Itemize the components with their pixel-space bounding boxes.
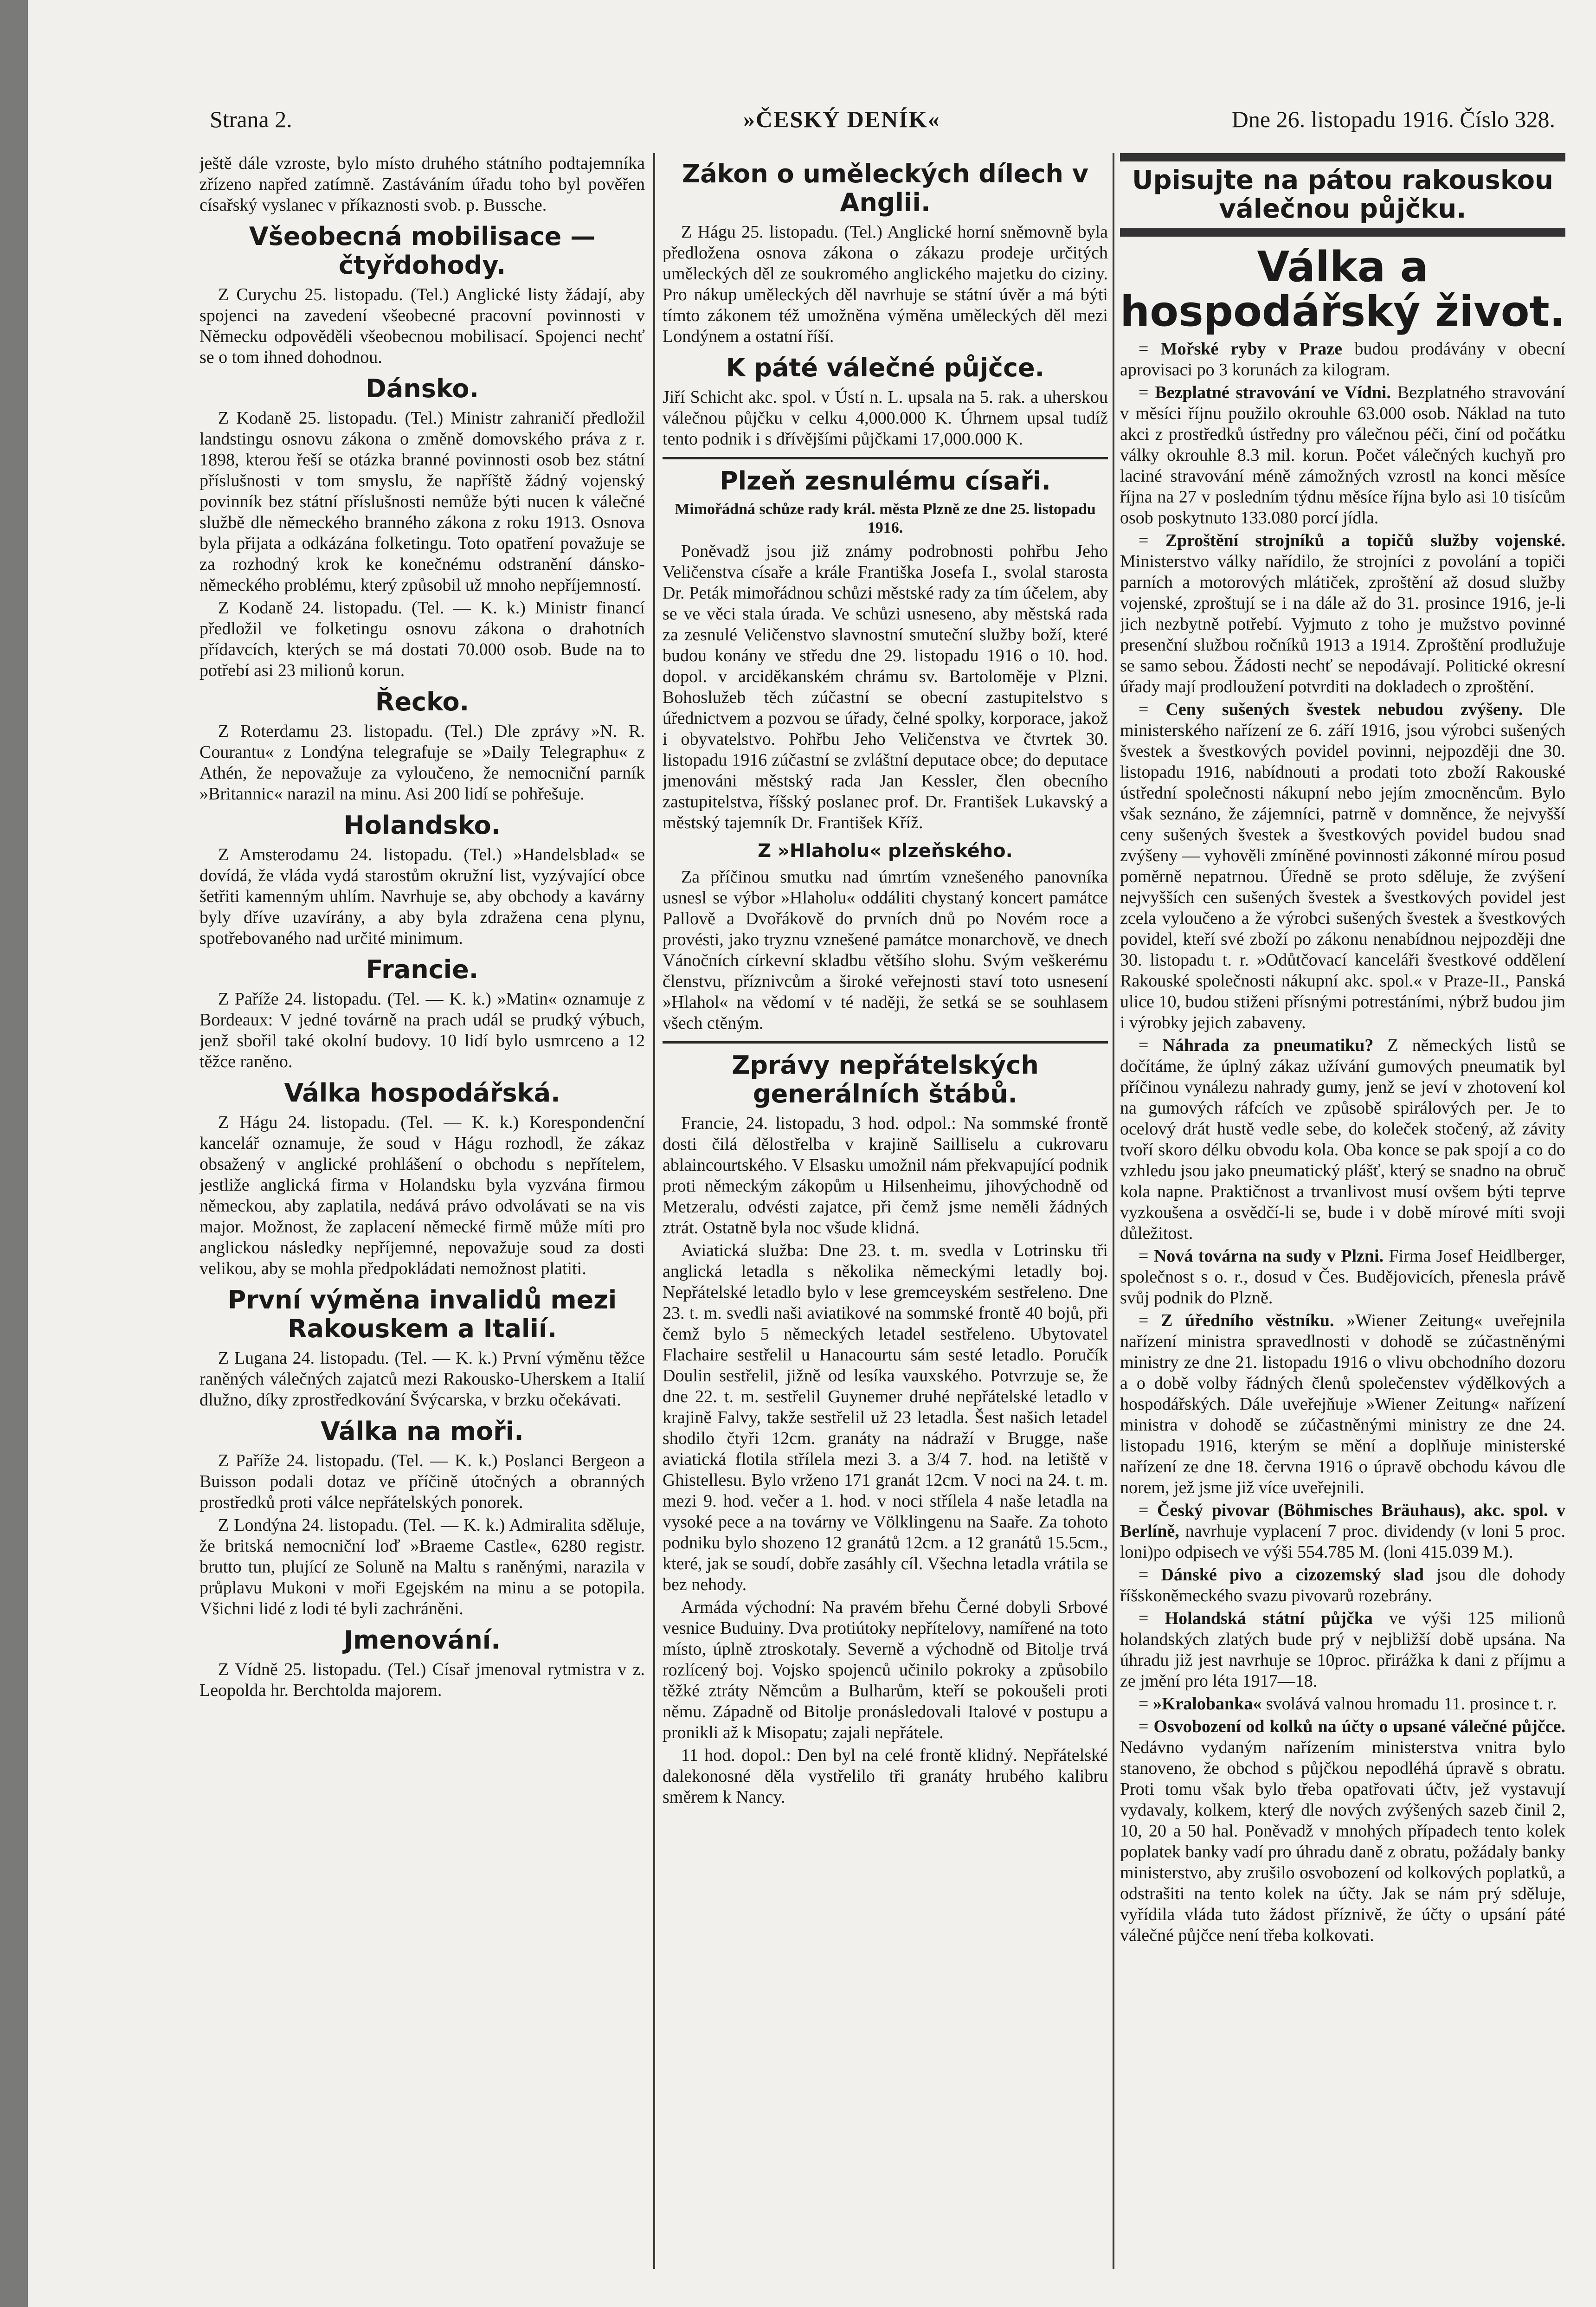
loan-banner bbox=[1120, 153, 1565, 237]
headline: Dánsko. bbox=[366, 374, 479, 403]
column-rule bbox=[653, 153, 655, 2269]
headline: Francie. bbox=[366, 955, 479, 984]
article-text: Za příčinou smutku nad úmrtím vznešeného panovníka usnesl se výbor »Hlaholu« oddáliti chystaný koncert památce Pallově a Dvořákově do prvních dnů po Novém roce a provésti, jako tryznu vznešené památce monarchově, ve dnech Vánočních církevní skladbu většího slohu. Svým veškerému členstvu, příznivcům a široké veřejnosti staví toto usnesení »Hlahol« na vědomí v té naději, že setká se se souhlasem všech ctěným. bbox=[663, 867, 1108, 1033]
news-item: = Nová továrna na sudy v Plzni. Firma Josef Heidlberger, společnost s o. r., dosud v Čes. Budějovicích, přenesla právě svůj podnik do Plzně. bbox=[1120, 1246, 1565, 1308]
article-text: Aviatická služba: Dne 23. t. m. svedla v Lotrinsku tři anglická letadla s několika německými letadly boj. Nepřátelské letadlo bylo v lese gremceyském sestřeleno. Dne 23. t. m. svedli naši aviatikové na sommské frontě 40 bojů, při čemž bylo 5 německých letadel sestřeleno. Ubytovatel Flachaire sestřelil u Hanacourtu sám sesté letadlo. Poručík Doulin sestřelil, jižně od lesíka vauxského. Potvrzuje se, že dne 22. t. m. sestřelil Guynemer druhé nepřátelské letadlo v krajině Falvy, takže sestřelil už 23 letadla. Šest našich letadel shodilo čtyři 12cm. granáty na nádraží v Brugge, naše aviatická flotila střílela mezi 3. a 3/4 7. hod. na letiště v Ghistellesu. Bylo vrženo 171 granát 12cm. V noci na 24. t. m. mezi 9. hod. večer a 1. hod. v noci střílela 4 naše letadla na vysoké pece a na továrny ve Völklingenu na Saaře. Za tohoto podniku bylo shozeno 12 granátů 12cm. a 12 granátů 15.5cm., které, jak se soudí, dobře zasáhly cíl. Všechna letadla vrátila se bez nehody. bbox=[663, 1241, 1108, 1594]
subheadline: Mimořádná schůze rady král. města Plzně ze dne 25. listopadu 1916. bbox=[675, 501, 1096, 536]
headline: Řecko. bbox=[375, 687, 470, 716]
section-headline: Válka a hospodářský život. bbox=[1120, 243, 1565, 336]
headline: Jmenování. bbox=[344, 1625, 501, 1655]
article-text: Armáda východní: Na pravém břehu Černé dobyli Srbové vesnice Buduiny. Dva protiútoky nepřítelovy, namířené na toto místo, úplně ztroskotaly. Severně a východně od Bitolje trvá rozlícený boj. Vojsko spojenců učinilo pokroky a způsobilo těžké ztráty Němcům a Bulharům, kteří se pokoušeli proti němu. Západně od Bitolje pronásledovali Italové v postupu a pronikli až k Misopatu; zajali nepřátele. bbox=[663, 1598, 1108, 1742]
news-item: = Osvobození od kolků na účty o upsané válečné půjčce. Nedávno vydaným nařízením ministerstva vnitra bylo stanoveno, že obchod s půjčkou nepodléhá úpravě s obratu. Proti tomu však bylo třeba opatřovati účtv, jež vystavují vydavaly, kolkem, který dle nových zvýšených sazeb činil 2, 10, 20 a 50 hal. Poněvadž v mnohých případech tento kolek poplatek banky vadí pro úhradu daně z obratu, požádaly banky ministerstvo, aby zrušilo osvobození od kolkových poplatků, a odstrašiti na tento kolek na účty. Jak se nám prý sděluje, vyřídila vláda tuto žádost příznivě, že účty o upsání páté válečné půjčce není třeba kolkovati. bbox=[1120, 1717, 1565, 1945]
section-divider bbox=[663, 457, 1108, 459]
column-2 bbox=[663, 153, 1108, 2269]
news-item: = Náhrada za pneumatiku? Z německých listů se dočítáme, že úplný zákaz užívání gumových pneumatik byl příčinou vynálezu nahrady gumy, jenž se jeví v zhotovení kol na gumových ráfcích ve způsobě spirálových per. Je to ocelový drát hustě vedle sebe, do koleček stočený, až závity tvoří skoro délku obvodu kola. Oba konce se pak spojí a co do vzhledu jsou jako pneumatický plášť, který se snadno na obruč kola napne. Praktičnost a trvanlivost musí ovšem býti teprve vyzkoušena a osvědčí-li se, bude i v době mírové míti svoji důležitost. bbox=[1120, 1036, 1565, 1243]
news-item: = Dánské pivo a cizozemský slad jsou dle dohody říšskoněmeckého svazu pivovarů rozebrány. bbox=[1120, 1565, 1565, 1605]
article-text: Z Roterdamu 23. listopadu. (Tel.) Dle zprávy »N. R. Courantu« z Londýna telegrafuje se »Daily Telegraphu« z Athén, že nepovažuje za vyloučeno, že nemocniční parník »Britannic« narazil na minu. Asi 200 lidí se pohřešuje. bbox=[200, 722, 645, 804]
article-text: Z Lugana 24. listopadu. (Tel. — K. k.) První výměnu těžce raněných válečných zajatců mezi Rakousko-Uherskem a Italií dlužno, díky zprostředkování Švýcarska, v brzku očekávati. bbox=[200, 1348, 645, 1410]
article-text: Z Kodaně 24. listopadu. (Tel. — K. k.) Ministr financí předložil ve folketingu osnovu zákona o drahotních přídavcích, kterých se má dostati 70.000 osob. Bude na to potřebí asi 23 milionů korun. bbox=[200, 598, 645, 680]
issue-date: Dne 26. listopadu 1916. Číslo 328. bbox=[1231, 106, 1555, 132]
banner-headline: Upisujte na pátou rakouskou válečnou půjčku. bbox=[1132, 165, 1553, 224]
page-number: Strana 2. bbox=[210, 106, 292, 132]
page-header bbox=[210, 106, 1555, 143]
article-text: Z Vídně 25. listopadu. (Tel.) Císař jmenoval rytmistra v z. Leopolda hr. Berchtolda majorem. bbox=[200, 1660, 645, 1700]
article-text: Z Hágu 25. listopadu. (Tel.) Anglické horní sněmovně byla předložena osnova zákona o zákazu prodeje určitých uměleckých děl ze soukromého anglického majetku do ciziny. Pro nákup uměleckých děl navrhuje se státní úvěr a má býti tímto zákonem též umožněna výměna uměleckých děl mezi Londýnem a ostatní říší. bbox=[663, 222, 1108, 346]
article-text: Z Paříže 24. listopadu. (Tel. — K. k.) »Matin« oznamuje z Bordeaux: V jedné továrně na prach udál se prudký výbuch, jenž sbořil také okolní budovy. 10 lidí bylo usmrceno a 12 těžce raněno. bbox=[200, 989, 645, 1071]
article-text: Jiří Schicht akc. spol. v Ústí n. L. upsala na 5. rak. a uherskou válečnou půjčku v celku 4,000.000 K. Úhrnem upsal tudíž tento podnik i s dřívějšími půjčkami 17,000.000 K. bbox=[663, 387, 1108, 449]
article-text: Z Hágu 24. listopadu. (Tel. — K. k.) Korespondenční kancelář oznamuje, že soud v Hágu rozhodl, že zákaz obsažený v anglické prohlášení o obchodu s nepřítelem, jestliže anglická firma v Holandsku byla vyzvána firmou německou, aby zaplatila, nedává právo odvolávati se na vis major. Možnost, že zaplacení německé firmě může míti pro anglickou následky nepříjemné, nepovažuje soud za dosti velikou, aby se mohla předpokládati nemožnost platiti. bbox=[200, 1113, 645, 1278]
column-3 bbox=[1120, 153, 1565, 2269]
news-item: = Bezplatné stravování ve Vídni. Bezplatného stravování v měsíci říjnu použilo okrouhle 63.000 osob. Náklad na tuto akci z prostředků ústředny pro válečnou péči, činí od počátku války okrouhle 8.3 mil. korun. Počet válečných kuchyň pro laciné stravování méně zámožných vzrostl na konci měsíce října na 27 v posledním týdnu měsíce října bylo asi 10 tisícům osob poskytnuto 133.080 porcí jídla. bbox=[1120, 383, 1565, 528]
headline: Válka na moři. bbox=[321, 1417, 524, 1446]
headline: Válka hospodářská. bbox=[284, 1078, 560, 1108]
article-text: 11 hod. dopol.: Den byl na celé frontě klidný. Nepřátelské dalekonosné děla vystřelilo tři granáty hrubého kalibru směrem k Nancy. bbox=[663, 1746, 1108, 1807]
news-item: = Český pivovar (Böhmisches Bräuhaus), akc. spol. v Berlíně, navrhuje vyplacení 7 proc. dividendy (v loni 5 proc. loni)po odpisech ve výši 554.785 M. (loni 415.039 M.). bbox=[1120, 1501, 1565, 1562]
news-item: = Holandská státní půjčka ve výši 125 milionů holandských zlatých bude prý v nejbližší době upsána. Na úhradu již jest navrhuje se 10proc. přirážka k dani z příjmu a ze jmění pro léta 1917—18. bbox=[1120, 1609, 1565, 1691]
article-text: ještě dále vzroste, bylo místo druhého státního podtajemníka zřízeno napřed zatímně. Zastáváním úřadu toho byl pověřen císařský vyslanec v příkaznosti svob. p. Bussche. bbox=[200, 154, 645, 215]
news-item: = Z úředního věstníku. »Wiener Zeitung« uveřejnila nařízení ministra spravedlnosti v dohodě se zúčastněnými ministry ze dne 21. listopadu 1916 o vlivu obchodního dozoru a o době volby řádných členů společenstev výdělkových a hospodářských. Dále uveřejňuje »Wiener Zeitung« nařízení ministra v dohodě se zúčastněnými ministry ze dne 24. listopadu 1916, kterým se mění a doplňuje ministerské nařízení ze dne 18. června 1916 o úpravě obchodu kávou dle norem, jež jsme již více uveřejnili. bbox=[1120, 1311, 1565, 1497]
scan-margin bbox=[0, 0, 28, 2307]
masthead-title: »ČESKÝ DENÍK« bbox=[743, 106, 940, 132]
news-item: = Zproštění strojníků a topičů služby vojenské. Ministerstvo války nařídilo, že strojníci z povolání a topiči parních a motorových mlátiček, zproštění až dosud služby vojenské, zproštují se i na dále až do 31. prosince 1916, je-li jich nezbytně potřebí. Vyjmuto z toho je mužstvo povinné presenční službou ročníků 1913 a 1914. Zproštění prodlužuje se samo sebou. Žádosti nechť se nepodávají. Politické okresní úřady mají prodloužení potvrditi na dokladech o zproštění. bbox=[1120, 531, 1565, 696]
headline: Z »Hlaholu« plzeňského. bbox=[758, 840, 1013, 862]
article-text: Poněvadž jsou již známy podrobnosti pohřbu Jeho Veličenstva císaře a krále Františka Josefa I., svolal starosta Dr. Peták mimořádnou schůzi městské rady za tím účelem, aby se ve věci stala úrada. Ve schůzi usneseno, aby městská rada za zesnulé Veličenstvo slavnostní smuteční služby boží, které budou konány ve středu dne 29. listopadu 1916 o 10. hod. dopol. v arciděkanském chrámu sv. Bartoloměje v Plzni. Bohoslužeb těch zúčastní se obecní zastupitelstvo s úřednictvem a pozvou se úřady, čelné spolky, korporace, jakož i obyvatelstvo. Pohřbu Jeho Veličenstva ve čtvrtek 30. listopadu 1916 zúčastní se zvláštní deputace obce; do deputace jmenováni městský rada Jan Kessler, člen obecního zastupitelstva, říšský poslanec prof. Dr. František Lukavský a městský tajemník Dr. František Kříž. bbox=[663, 541, 1108, 832]
headline: Plzeň zesnulému císaři. bbox=[720, 466, 1051, 496]
news-item: = Mořské ryby v Praze budou prodávány v obecní aprovisaci po 3 korunách za kilogram. bbox=[1120, 339, 1565, 380]
article-text: Z Paříže 24. listopadu. (Tel. — K. k.) Poslanci Bergeon a Buisson podali dotaz ve příčině útočných a obranných prostředků proti válce nepřátelských ponorek. bbox=[200, 1451, 645, 1512]
news-item: = Ceny sušených švestek nebudou zvýšeny. Dle ministerského nařízení ze 6. září 1916, jsou výrobci sušených švestek a švestkových povidel povinni, nejpozději dne 30. listopadu 1916, nabídnouti a prodati toto zboží Rakouské ústřední společnosti nákupní nebo jejím zmocněncům. Bylo však seznáno, že zájemníci, patrně v domněnce, že nejvyšší ceny sušených švestek a švestkových povidel budou snad zvýšeny — vyhověli zmíněné povinnosti zákonné mírou posud poměrně nepatrnou. Úředně se proto sděluje, že zvýšení nejvyšších cen sušených švestek a švestkových povidel jest zcela vyloučeno a že výrobci sušených švestek a švestkových povidel, kteří své zboží po zákonu nenabídnou nejpozději dne 30. listopadu t. r. »Odůtčovací kanceláři švestkové oddělení Rakouské společnosti nákupní akc. spol.« v Praze-II., Panská ulice 10, budou stiženi přísnými potrestáními, nýbrž budou jim i výrobky jejich zabaveny. bbox=[1120, 700, 1565, 1032]
headline: Zprávy nepřátelských generálních štábů. bbox=[732, 1050, 1039, 1108]
article-text: Z Curychu 25. listopadu. (Tel.) Anglické listy žádají, aby spojenci na zavedení všeobecné pracovní povinnosti v Německu odpověděli všeobecnou mobilisací. Spojenci nechť se o tom ihned dohodnou. bbox=[200, 285, 645, 367]
section-divider bbox=[663, 1041, 1108, 1044]
article-text: Francie, 24. listopadu, 3 hod. odpol.: Na sommské frontě dosti čilá dělostřelba v krajině Sailliselu a cukrovaru ablaincourtského. V Elsasku umožnil nám překvapující podnik proti německým zákopům u Hilsenheimu, jihovýchodně od Metzeralu, odvésti zajatce, při čemž jsme neměli žádných ztrát. Ostatně byla noc všude klidná. bbox=[663, 1114, 1108, 1237]
headline: Zákon o uměleckých dílech v Anglii. bbox=[682, 159, 1088, 217]
column-rule bbox=[1113, 153, 1114, 2269]
headline: Holandsko. bbox=[343, 811, 501, 840]
article-text: Z Amsterodamu 24. listopadu. (Tel.) »Handelsblad« se dovídá, že vláda vydá starostům okružní list, vyzývající obce šetřiti kamenným uhlím. Navrhuje se, aby obchody a kavárny byly dříve uzavírány, a aby byla zdražena cena plynu, spotřebovaného nad určité minimum. bbox=[200, 845, 645, 948]
headline: Všeobecná mobilisace — čtyřdohody. bbox=[249, 222, 596, 280]
headline: První výměna invalidů mezi Rakouskem a Italií. bbox=[227, 1285, 617, 1343]
headline: K páté válečné půjčce. bbox=[726, 353, 1045, 382]
article-text: Z Kodaně 25. listopadu. (Tel.) Ministr zahraničí předložil landstingu osnovu zákona o změně domovského práva z r. 1898, kterou řeší se otázka branné povinnosti osob bez státní příslušnosti v tom smyslu, že napříště žádný vojenský povinník bez státní příslušnosti nemůže býti nucen k válečné službě dle německého branného zákona z roku 1913. Osnova byla přijata a odkázána folketingu. Toto opatření považuje se za rozhodný krok ke konečnému odstranění dánsko-německého problému, který způsobil už mnoho nepříjemností. bbox=[200, 408, 645, 595]
news-item: = »Kralobanka« svolává valnou hromadu 11. prosince t. r. bbox=[1139, 1694, 1557, 1714]
article-text: Z Londýna 24. listopadu. (Tel. — K. k.) Admiralita sděluje, že britská nemocniční loď »Braeme Castle«, 6280 registr. brutto tun, plující ze Soluně na Maltu s raněnými, narazila v průplavu Mukoni v moři Egejském na minu a se potopila. Všichni lidé z lodi té byli zachráněni. bbox=[200, 1515, 645, 1618]
column-1 bbox=[200, 153, 645, 2269]
